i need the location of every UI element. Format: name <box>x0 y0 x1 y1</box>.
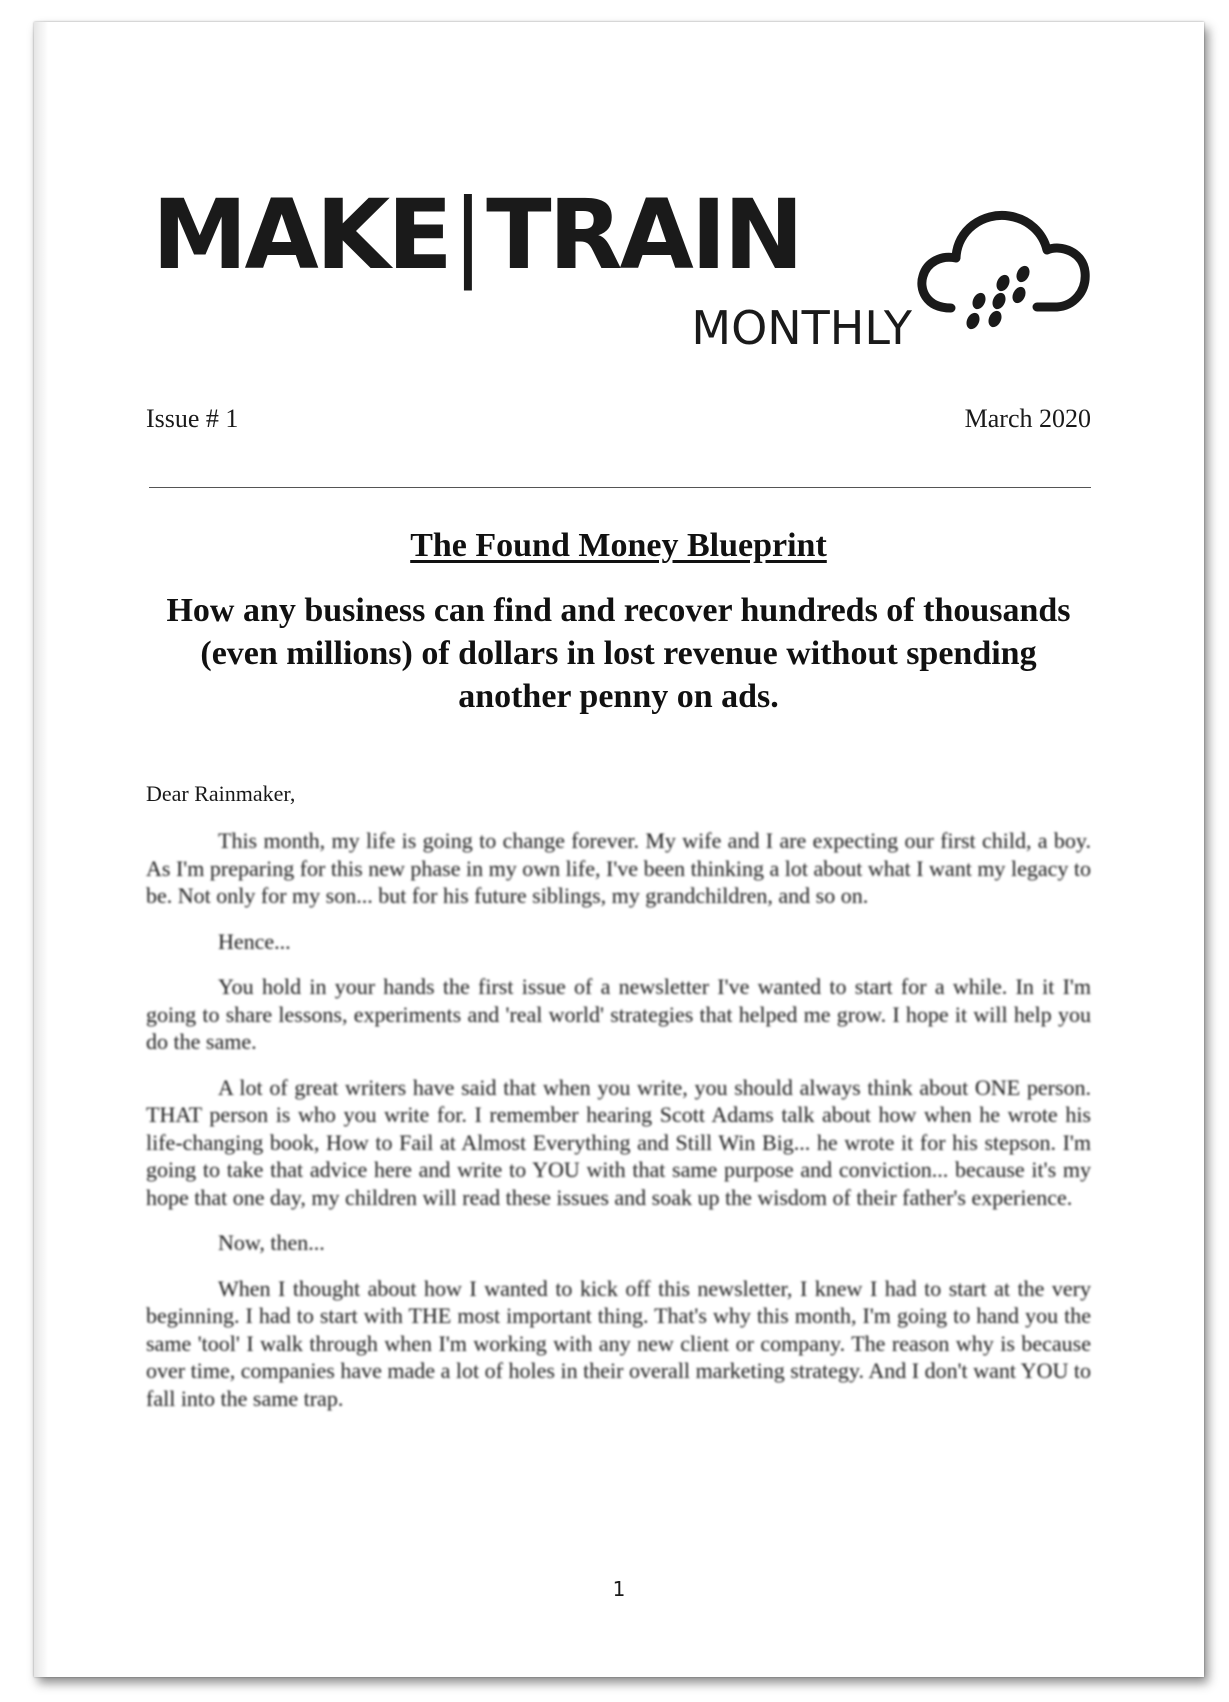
brand-wordmark <box>152 180 912 290</box>
issue-info <box>146 402 1091 436</box>
newsletter-page <box>34 22 1204 1677</box>
article-body <box>146 779 1091 1430</box>
body-paragraph: Hence... <box>218 928 291 954</box>
masthead <box>152 180 912 380</box>
divider <box>149 487 1091 488</box>
body-paragraph: Now, then... <box>218 1230 325 1255</box>
rain-cloud-icon <box>911 200 1101 370</box>
body-paragraph: You hold in your hands the first issue of a newsletter I've wanted to start for a while. In it I'm going to share lessons, experiments and 'real world' strategies that helped me grow. I hope it will help you do the same. <box>146 974 1091 1054</box>
brand-left: MAKE <box>152 179 450 291</box>
masthead-subtitle: MONTHLY <box>691 301 912 355</box>
body-paragraph: A lot of great writers have said that when you write, you should always think about ONE person. THAT person is who you write for. I remember hearing Scott Adams talk about how when he wrote his life-changing book, How to Fail at Almost Everything and Still Win Big... he wrote it for his stepson. I'm going to take that advice here and write to YOU with that same purpose and conviction... because it's my hope that one day, my children will read these issues and soak up the wisdom of their father's experience. <box>146 1074 1091 1210</box>
page-number: 1 <box>612 1577 626 1601</box>
brand-right: TRAIN <box>486 179 801 291</box>
salutation: Dear Rainmaker, <box>146 781 296 806</box>
body-paragraph: When I thought about how I wanted to kick off this newsletter, I knew I had to start at the very beginning. I had to start with THE most important thing. That's why this month, I'm going to hand you the same 'tool' I walk through when I'm working with any new client or company. The reason why is because over time, companies have made a lot of holes in their overall marketing strategy. And I don't want YOU to fall into the same trap. <box>146 1275 1091 1411</box>
article-headline: The Found Money Blueprint <box>410 527 827 564</box>
issue-number: Issue # 1 <box>146 404 239 433</box>
brand-separator: | <box>451 179 485 291</box>
article-deck: How any business can find and recover hundreds of thousands (even millions) of dollars in lost revenue without spending another penny on ads. <box>166 592 1071 715</box>
issue-date: March 2020 <box>964 404 1091 433</box>
body-paragraph: This month, my life is going to change forever. My wife and I are expecting our first child, a boy. As I'm preparing for this new phase in my own life, I've been thinking a lot about what I want my legacy to be. Not only for my son... but for his future siblings, my grandchildren, and so on. <box>146 828 1091 908</box>
